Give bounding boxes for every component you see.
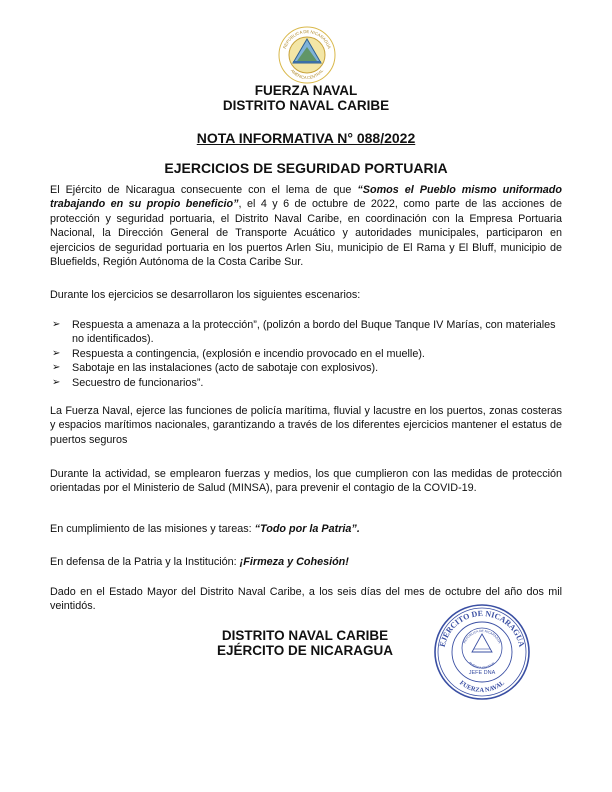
scenario-text: Respuesta a contingencia, (explosión e incendio provocado en el muelle). bbox=[72, 347, 425, 360]
intro-text-a: El Ejército de Nicaragua consecuente con el lema de que bbox=[50, 184, 358, 196]
defense-text: En defensa de la Patria y la Institución: bbox=[50, 556, 240, 568]
scenario-text: Sabotaje en las instalaciones (acto de sabotaje con explosivos). bbox=[72, 362, 379, 375]
svg-text:REPÚBLICA DE NICARAGUA bbox=[462, 629, 502, 645]
army-motto: “Somos el Pueblo mismo uniformado trabajando en su propio beneficio” bbox=[50, 184, 562, 211]
list-item bbox=[50, 361, 562, 375]
scenarios-list bbox=[50, 318, 562, 390]
paragraph-defense bbox=[50, 555, 562, 569]
defense-motto: ¡Firmeza y Cohesión! bbox=[239, 556, 349, 568]
signature-line-2: EJÉRCITO DE NICARAGUA bbox=[216, 643, 394, 658]
missions-text: En cumplimiento de las misiones y tareas: bbox=[50, 523, 255, 535]
paragraph-dated: Dado en el Estado Mayor del Distrito Naval Caribe, a los seis días del mes de octubre del año dos mil veintidós. bbox=[50, 586, 562, 613]
intro-text-b: , el 4 y 6 de octubre de 2022, como parte de las acciones de protección y seguridad portuaria, el Distrito Naval Caribe, en coordinación con la Empresa Portuaria Nacional, la Dirección General de Transporte Acuático y autoridades municipales, participaron en ejercicios de seguridad portuaria en los puertos Arlen Siu, municipio de El Rama y El Bluff, municipio de Bluefields, Región Autónoma de la Costa Caribe Sur. bbox=[50, 198, 562, 269]
logo-text-top: REPÚBLICA DE NICARAGUA bbox=[281, 28, 333, 50]
seal-ring-bottom-text: FUERZA NAVAL bbox=[458, 679, 506, 695]
paragraph-missions bbox=[50, 522, 562, 536]
bullet-arrow-icon: ➢ bbox=[52, 362, 61, 374]
paragraph-intro bbox=[50, 183, 562, 269]
svg-text:FUERZA NAVAL bbox=[458, 679, 506, 694]
scenario-text: Respuesta a amenaza a la protección”, (polizón a bordo del Buque Tanque IV Marías, con materiales no identificados). bbox=[72, 319, 556, 346]
bullet-arrow-icon: ➢ bbox=[52, 376, 61, 388]
logo-text-bottom: AMÉRICA CENTRAL bbox=[289, 68, 325, 81]
signature-line-1: DISTRITO NAVAL CARIBE bbox=[221, 628, 389, 643]
official-stamp-icon bbox=[432, 602, 532, 702]
list-item bbox=[50, 376, 562, 390]
paragraph-activity: Durante la actividad, se emplearon fuerzas y medios, los que cumplieron con las medidas de protección orientadas por el Ministerio de Salud (MINSA), para prevenir el contagio de la COVID-19. bbox=[50, 468, 562, 495]
nota-informativa-title: NOTA INFORMATIVA N° 088/2022 bbox=[196, 130, 416, 146]
missions-motto: “Todo por la Patria”. bbox=[254, 523, 360, 535]
seal-inner-bottom-text: AMÉRICA CENTRAL bbox=[467, 660, 497, 671]
svg-text:AMÉRICA CENTRAL bbox=[468, 660, 496, 670]
svg-text:EJÉRCITO DE NICARAGUA bbox=[438, 609, 527, 648]
seal-center-text: JEFE DNA bbox=[468, 670, 496, 676]
header-line-1: FUERZA NAVAL bbox=[254, 83, 358, 98]
bullet-arrow-icon: ➢ bbox=[52, 319, 61, 330]
seal-ring-top-text: EJÉRCITO DE NICARAGUA bbox=[437, 608, 527, 648]
list-item bbox=[50, 347, 562, 361]
paragraph-scenarios-intro: Durante los ejercicios se desarrollaron los siguientes escenarios: bbox=[50, 289, 361, 301]
header-line-2: DISTRITO NAVAL CARIBE bbox=[222, 98, 390, 113]
list-item bbox=[50, 318, 562, 347]
scenario-text: Secuestro de funcionarios”. bbox=[72, 376, 204, 389]
nicaragua-coat-of-arms-icon bbox=[277, 25, 337, 85]
paragraph-naval-force: La Fuerza Naval, ejerce las funciones de policía marítima, fluvial y lacustre en los puertos, zonas costeras y espacios marítimos nacionales, garantizando a través de los diferentes ejercicios mantener el estatus de puertos seguros bbox=[50, 405, 562, 446]
document-subject: EJERCICIOS DE SEGURIDAD PORTUARIA bbox=[164, 160, 448, 176]
bullet-arrow-icon: ➢ bbox=[52, 347, 61, 359]
seal-inner-top-text: REPÚBLICA DE NICARAGUA bbox=[462, 628, 502, 645]
